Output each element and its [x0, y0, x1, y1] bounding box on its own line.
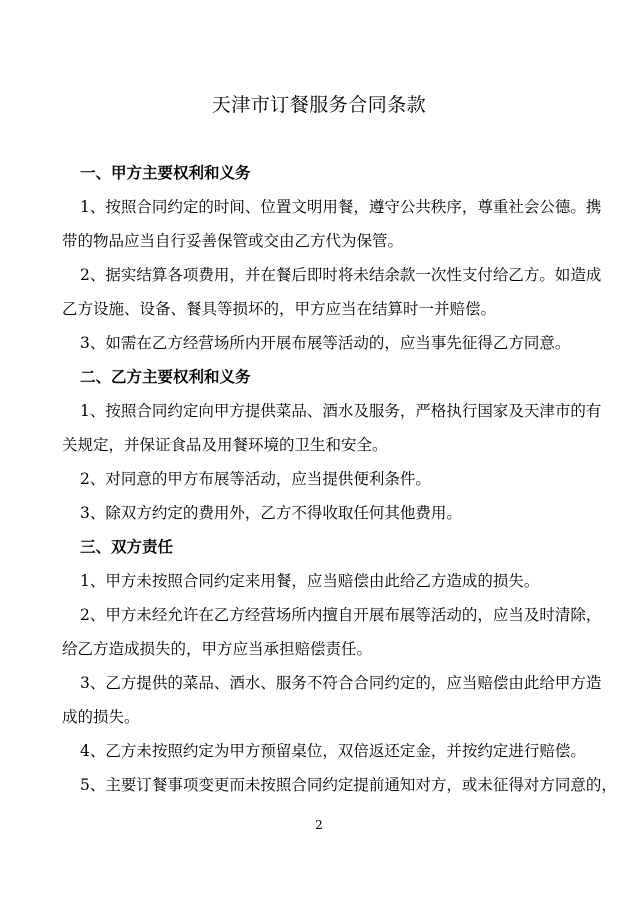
- paragraph-line: 2、据实结算各项费用，并在餐后即时将未结余款一次性支付给乙方。如造成: [80, 266, 602, 284]
- paragraph-line: 乙方设施、设备、餐具等损坏的，甲方应当在结算时一并赔偿。: [62, 300, 497, 318]
- page-number: 2: [315, 818, 323, 832]
- paragraph-line: 1、按照合同约定向甲方提供菜品、酒水及服务，严格执行国家及天津市的有: [80, 402, 602, 420]
- paragraph-line: 3、除双方约定的费用外，乙方不得收取任何其他费用。: [80, 504, 462, 522]
- paragraph-line: 带的物品应当自行妥善保管或交由乙方代为保管。: [62, 232, 404, 250]
- paragraph-line: 关规定，并保证食品及用餐环境的卫生和安全。: [62, 436, 388, 454]
- paragraph-line: 4、乙方未按照约定为甲方预留桌位，双倍返还定金，并按约定进行赔偿。: [80, 742, 586, 760]
- document-body: [62, 156, 617, 802]
- section-heading: 二、乙方主要权利和义务: [80, 368, 251, 386]
- section-heading: 三、双方责任: [80, 538, 174, 556]
- paragraph-line: 2、甲方未经允许在乙方经营场所内擅自开展布展等活动的，应当及时清除，: [80, 606, 602, 624]
- paragraph-line: 1、按照合同约定的时间、位置文明用餐，遵守公共秩序，尊重社会公德。携: [80, 198, 602, 216]
- paragraph-line: 成的损失。: [62, 708, 140, 726]
- section-heading: 一、甲方主要权利和义务: [80, 164, 251, 182]
- paragraph-line: 2、对同意的甲方布展等活动，应当提供便利条件。: [80, 470, 431, 488]
- document-title: 天津市订餐服务合同条款: [211, 94, 427, 116]
- paragraph-line: 3、如需在乙方经营场所内开展布展等活动的，应当事先征得乙方同意。: [80, 334, 571, 352]
- paragraph-line: 3、乙方提供的菜品、酒水、服务不符合合同约定的，应当赔偿由此给甲方造: [80, 674, 602, 692]
- paragraph-line: 1、甲方未按照合同约定来用餐，应当赔偿由此给乙方造成的损失。: [80, 572, 540, 590]
- paragraph-line: 给乙方造成损失的，甲方应当承担赔偿责任。: [62, 640, 373, 658]
- paragraph-line: 5、主要订餐事项变更而未按照合同约定提前通知对方，或未征得对方同意的，: [80, 776, 617, 794]
